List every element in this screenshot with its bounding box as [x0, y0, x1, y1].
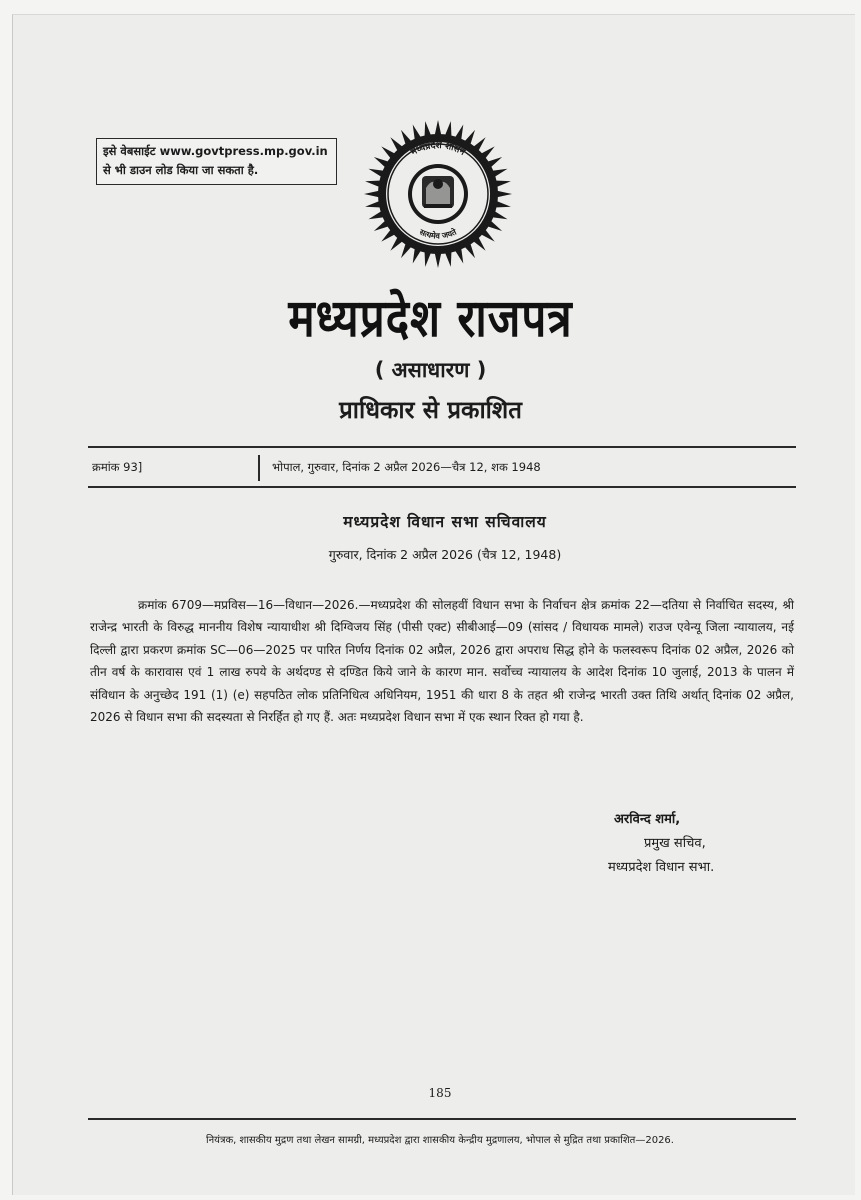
emblem-ray [435, 252, 442, 268]
gazette-subtitle: ( असाधारण ) [374, 358, 487, 382]
signatory-designation: प्रमुख सचिव, [644, 836, 706, 851]
emblem-ray [364, 191, 380, 198]
printer-footer: नियंत्रक, शासकीय मुद्रण तथा लेखन सामग्री, मध्यप्रदेश द्वारा शासकीय केन्द्रीय मुद्रणालय, भोपाल से मुद्रित तथा प्रकाशित—2026. [206, 1135, 674, 1146]
page-number: 185 [428, 1086, 452, 1100]
issue-place-date: भोपाल, गुरुवार, दिनांक 2 अप्रैल 2026—चैत्र 12, शक 1948 [272, 460, 541, 474]
signature-block [608, 808, 714, 880]
website-note-line1: इसे वेबसाईट www.govtpress.mp.gov.in [103, 144, 328, 158]
footer-rule [88, 1118, 796, 1120]
issue-info-row [90, 458, 790, 480]
header-top-rule [88, 446, 796, 448]
svg-text:सत्यमेव जयते: सत्यमेव जयते [418, 227, 458, 241]
notice-date: गुरुवार, दिनांक 2 अप्रैल 2026 (चैत्र 12, 1948) [328, 547, 562, 562]
signatory-office: मध्यप्रदेश विधान सभा. [608, 860, 715, 875]
published-by-authority: प्राधिकार से प्रकाशित [339, 396, 522, 424]
website-note-line2: से भी डाउन लोड किया जा सकता है. [103, 163, 259, 177]
mp-state-emblem-icon [362, 118, 514, 270]
issue-number: क्रमांक 93] [92, 460, 143, 474]
header-bottom-rule [88, 486, 796, 488]
svg-text:मध्यप्रदेश शासन: मध्यप्रदेश शासन [409, 140, 467, 158]
department-heading: मध्यप्रदेश विधान सभा सचिवालय [343, 513, 547, 531]
signatory-name: अरविन्द शर्मा, [614, 812, 681, 827]
emblem-ray [496, 191, 512, 198]
notice-body: क्रमांक 6709—मप्रविस—16—विधान—2026.—मध्यप्रदेश की सोलहवीं विधान सभा के निर्वाचन क्षेत्र क्रमांक 22—दतिया से निर्वाचित सदस्य, श्री राजेन्द्र भारती के विरुद्ध माननीय विशेष न्यायाधीश श्री दिग्विजय सिंह (पीसी एक्ट) सीबीआई—09 (सांसद / विधायक मामले) राउज एवेन्यू जिला न्यायालय, नई दिल्ली द्वारा प्रकरण क्रमांक SC—06—2025 पर पारित निर्णय दिनांक 02 अप्रैल, 2026 द्वारा अपराध सिद्ध होने के फलस्वरूप दिनांक 02 अप्रैल, 2026 को तीन वर्ष के कारावास एवं 1 लाख रुपये के अर्थदण्ड से दण्डित किये जाने के कारण मान. सर्वोच्च न्यायालय के आदेश दिनांक 10 जुलाई, 2013 के पालन में संविधान के अनुच्छेद 191 (1) (e) सहपठित लोक प्रतिनिधित्व अधिनियम, 1951 की धारा 8 के तहत श्री राजेन्द्र भारती उक्त तिथि अर्थात् दिनांक 02 अप्रैल, 2026 से विधान सभा की सदस्यता से निरर्हित हो गए हैं. अतः मध्यप्रदेश विधान सभा में एक स्थान रिक्त हो गया है. [90, 598, 794, 725]
emblem-ray [435, 120, 442, 136]
website-download-note [96, 138, 337, 185]
gazette-title: मध्यप्रदेश राजपत्र [288, 288, 573, 350]
issue-separator [258, 455, 260, 481]
